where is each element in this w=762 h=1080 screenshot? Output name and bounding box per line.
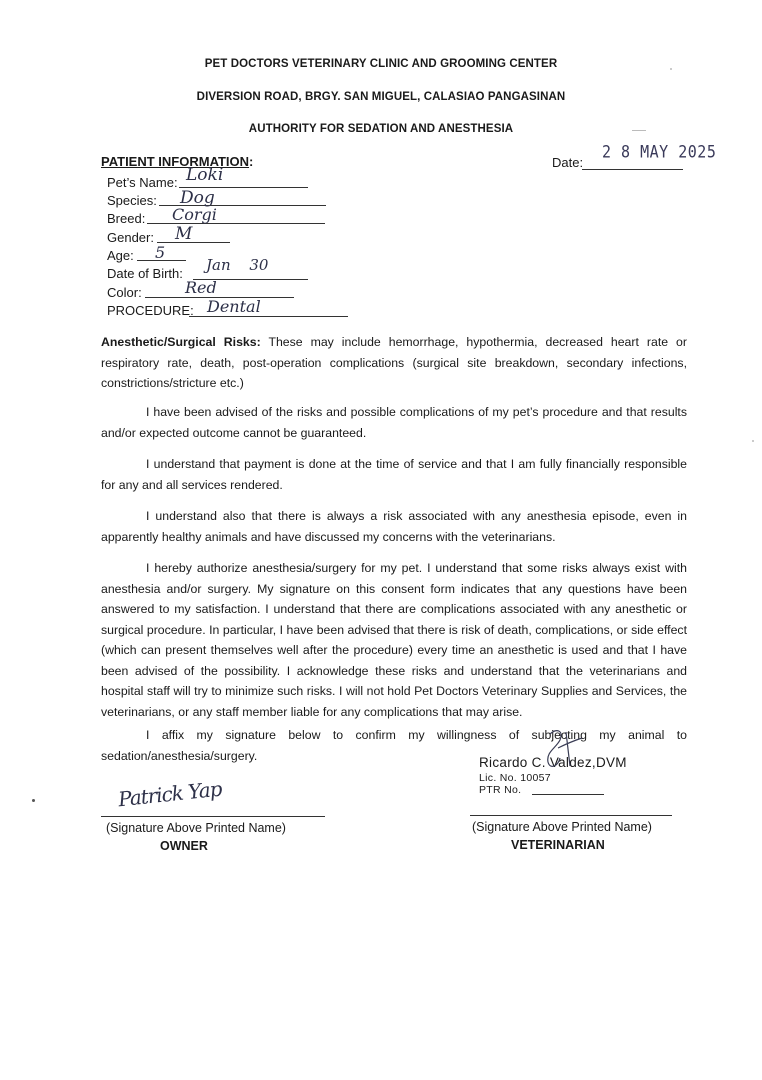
dob-label: Date of Birth: bbox=[107, 266, 183, 281]
procedure-label: PROCEDURE: bbox=[107, 303, 194, 318]
advised-paragraph: I have been advised of the risks and possible complications of my pet’s procedure and that results and/or expected outcome cannot be guaranteed. bbox=[101, 405, 687, 440]
procedure-value: Dental bbox=[207, 297, 261, 316]
scan-speck bbox=[32, 799, 35, 802]
date-line bbox=[582, 169, 683, 170]
vet-stamp-name: Ricardo C. Valdez,DVM bbox=[479, 755, 627, 770]
owner-signature-line bbox=[101, 816, 325, 817]
age-value: 5 bbox=[155, 243, 166, 262]
gender-line bbox=[157, 242, 230, 243]
color-label: Color: bbox=[107, 285, 142, 300]
owner-role-label: OWNER bbox=[160, 839, 208, 853]
procedure-line bbox=[189, 316, 348, 317]
affix-signature-paragraph: I affix my signature below to confirm my willingness of subjecting my animal to sedation/anesthesia/surgery. bbox=[101, 728, 687, 763]
pet-name-value: Loki bbox=[186, 165, 224, 185]
clinic-name: PET DOCTORS VETERINARY CLINIC AND GROOMING CENTER bbox=[204, 58, 558, 70]
vet-role-label: VETERINARIAN bbox=[511, 838, 605, 852]
vet-license: Lic. No. 10057 bbox=[479, 772, 551, 784]
vet-signature-caption: (Signature Above Printed Name) bbox=[472, 820, 652, 834]
age-label: Age: bbox=[107, 248, 134, 263]
risks-text: These may include hemorrhage, hypothermia, decreased heart rate or respiratory rate, death, post-operation complications (surgical site breakdown, secondary infections, constrictions/stricture etc.) bbox=[101, 335, 687, 390]
vet-signature-line bbox=[470, 815, 672, 816]
patient-info-title: PATIENT INFORMATION: bbox=[101, 154, 254, 169]
clinic-address: DIVERSION ROAD, BRGY. SAN MIGUEL, CALASIAO PANGASINAN bbox=[196, 91, 566, 103]
gender-value: M bbox=[175, 224, 193, 244]
payment-paragraph: I understand that payment is done at the time of service and that I am fully financially responsible for any and all services rendered. bbox=[101, 457, 687, 492]
breed-label: Breed: bbox=[107, 211, 146, 226]
owner-signature-caption: (Signature Above Printed Name) bbox=[106, 821, 286, 835]
owner-signature: Patrick Yap bbox=[117, 776, 223, 812]
gender-label: Gender: bbox=[107, 230, 154, 245]
risks-paragraph bbox=[101, 332, 687, 394]
vet-ptr: PTR No. bbox=[479, 784, 522, 796]
ptr-line bbox=[532, 794, 604, 795]
dob-value: Jan 30 bbox=[206, 256, 269, 274]
species-value: Dog bbox=[180, 188, 215, 208]
risk-acknowledge-paragraph: I understand also that there is always a risk associated with any anesthesia episode, even in apparently healthy animals and have discussed my concerns with the veterinarians. bbox=[101, 509, 687, 544]
scan-speck bbox=[670, 68, 672, 70]
breed-value: Corgi bbox=[172, 205, 217, 224]
form-title: AUTHORITY FOR SEDATION AND ANESTHESIA bbox=[248, 123, 514, 135]
color-value: Red bbox=[185, 278, 217, 297]
authorization-paragraph: I hereby authorize anesthesia/surgery for my pet. I understand that some risks always exist with anesthesia and/or surgery. My signature on this consent form indicates that any questions have been answered to my satisfaction. I understand that there are complications associated with any anesthetic or surgical procedure. In particular, I have been advised that there is risk of death, complications, or side effect (which can present themselves well after the procedure) every time an anesthetic is used and that I have been advised of the possibility. I acknowledge these risks and understand that the veterinarians and hospital staff will try to minimize such risks. I will not hold Pet Doctors Veterinary Supplies and Services, the veterinarians, or any staff member liable for any complications that may arise. bbox=[101, 561, 687, 719]
scan-speck bbox=[752, 440, 754, 442]
risks-label: Anesthetic/Surgical Risks: bbox=[101, 335, 261, 349]
species-label: Species: bbox=[107, 193, 157, 208]
date-label: Date: bbox=[552, 155, 584, 170]
pet-name-label: Pet’s Name: bbox=[107, 175, 178, 190]
vet-signature-scribble bbox=[536, 726, 596, 776]
date-stamp: 2 8 MAY 2025 bbox=[602, 141, 717, 163]
scan-speck bbox=[632, 130, 646, 131]
